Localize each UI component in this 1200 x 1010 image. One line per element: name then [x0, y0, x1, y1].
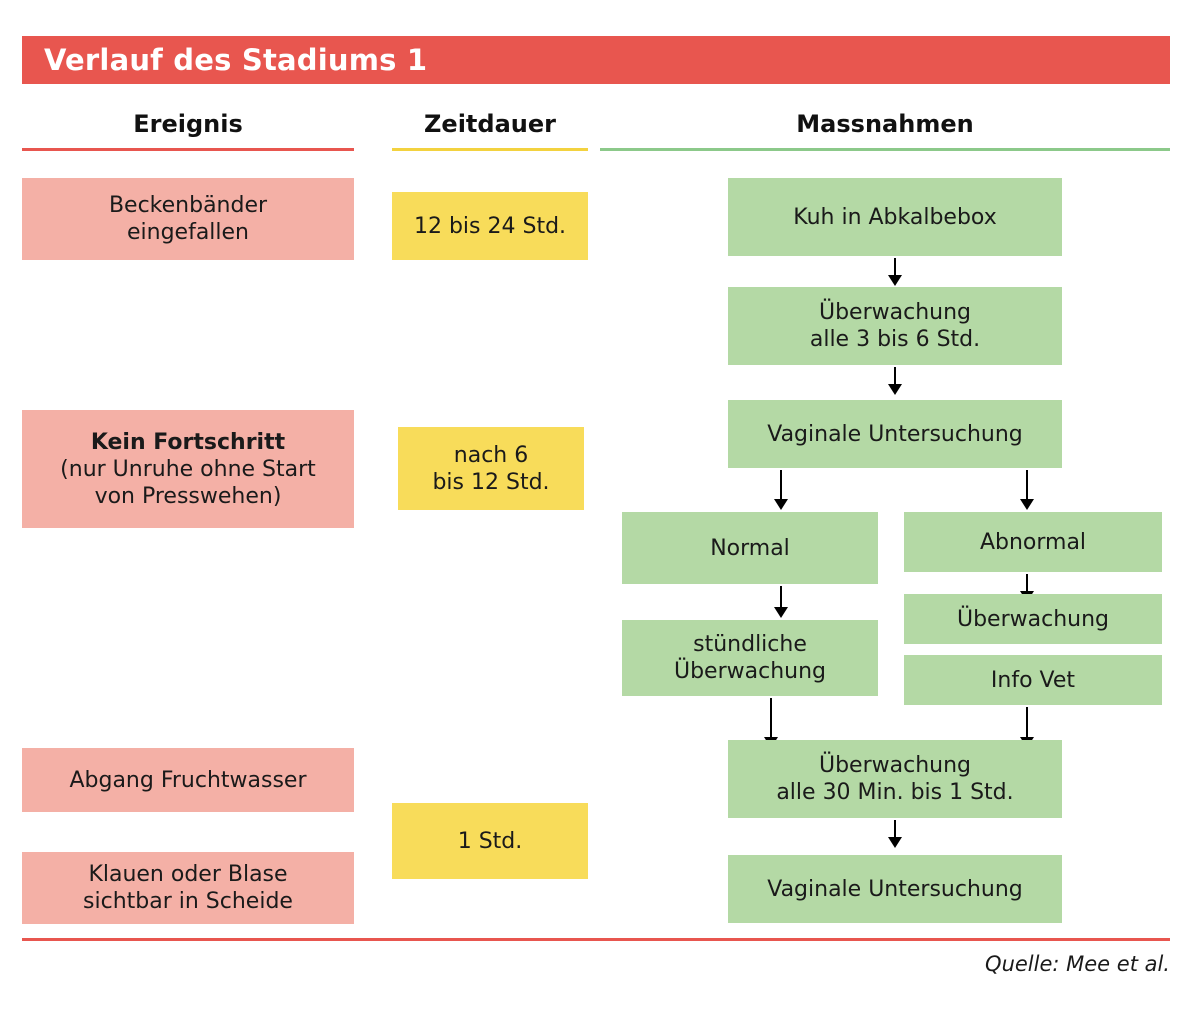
measure-normal-line1: Normal: [710, 535, 790, 561]
event-box-4: [22, 852, 354, 924]
page-title: Verlauf des Stadiums 1: [44, 43, 428, 77]
measure-stuendliche-line2: Überwachung: [673, 659, 826, 684]
measure-ueberwachung-3-6-line1: Überwachung: [818, 300, 971, 325]
arrow-normal-to-stuendliche: [780, 586, 782, 608]
duration-box-2-line1: nach 6: [453, 442, 529, 468]
arrow-infovet-to-ueberwachung-30: [1026, 707, 1028, 738]
event-box-1-line2: eingefallen: [126, 220, 250, 245]
duration-box-3-line1: 1 Std.: [457, 828, 523, 854]
event-box-4-line2: sichtbar in Scheide: [83, 889, 293, 914]
measure-vaginale-untersuchung-1-line1: Vaginale Untersuchung: [767, 421, 1023, 447]
measure-box-ueberwachung-3-6: [728, 287, 1062, 365]
measure-info-vet-line1: Info Vet: [990, 667, 1076, 693]
measure-vaginale-untersuchung-2-line1: Vaginale Untersuchung: [767, 876, 1023, 902]
measure-box-vaginale-untersuchung-2: [728, 855, 1062, 923]
measure-ueberwachung-30min-line1: Überwachung: [818, 753, 971, 778]
measure-ueberwachung-30min-line2: alle 30 Min. bis 1 Std.: [776, 780, 1014, 805]
event-box-3-line1: Abgang Fruchtwasser: [69, 767, 307, 793]
measure-box-stuendliche-ueberwachung: [622, 620, 878, 696]
duration-box-2-line2: bis 12 Std.: [432, 469, 550, 495]
measure-box-info-vet: [904, 655, 1162, 705]
event-box-2-line2: (nur Unruhe ohne Start: [60, 456, 316, 482]
arrow-abnormal-to-ueberwachung: [1026, 574, 1028, 592]
footer-rule: [22, 938, 1170, 941]
measure-box-ueberwachung-30min-1std: [728, 740, 1062, 818]
measure-abnormal-line1: Abnormal: [979, 529, 1087, 555]
source-note: Quelle: Mee et al.: [985, 952, 1170, 976]
measure-ueberwachung-3-6-line2: alle 3 bis 6 Std.: [809, 327, 981, 352]
measure-ueberwachung-line1: Überwachung: [956, 606, 1109, 632]
measure-kuh-abkalbebox-line1: Kuh in Abkalbebox: [793, 204, 997, 230]
event-box-3: [22, 748, 354, 812]
measure-box-normal: [622, 512, 878, 584]
arrow-ueberwachung-30-to-vaginal-2: [894, 820, 896, 838]
measure-box-vaginale-untersuchung-1: [728, 400, 1062, 468]
column-rule-duration: [392, 148, 588, 151]
arrow-ueberwachung-to-vaginal-1: [894, 367, 896, 385]
column-header-measures: Massnahmen: [796, 110, 974, 138]
event-box-2: [22, 410, 354, 528]
column-header-duration: Zeitdauer: [424, 110, 556, 138]
event-box-1: [22, 178, 354, 260]
duration-box-1: [392, 192, 588, 260]
column-rule-events: [22, 148, 354, 151]
measure-box-kuh-abkalbebox: [728, 178, 1062, 256]
column-header-events: Ereignis: [133, 110, 243, 138]
event-box-2-line3: von Presswehen): [94, 483, 282, 509]
duration-box-1-line1: 12 bis 24 Std.: [413, 213, 567, 239]
measure-stuendliche-line1: stündliche: [693, 632, 807, 657]
arrow-vaginal-1-to-abnormal: [1026, 470, 1028, 500]
duration-box-3: [392, 803, 588, 879]
measure-box-abnormal: [904, 512, 1162, 572]
event-box-4-line1: Klauen oder Blase: [88, 862, 288, 887]
arrow-kuh-to-ueberwachung: [894, 258, 896, 276]
duration-box-2: [398, 427, 584, 510]
arrow-vaginal-1-to-normal: [780, 470, 782, 500]
event-box-1-line1: Beckenbänder: [108, 193, 268, 218]
event-box-2-line1: Kein Fortschritt: [90, 429, 286, 455]
arrow-stuendliche-to-ueberwachung-30: [770, 698, 772, 738]
measure-box-ueberwachung: [904, 594, 1162, 644]
column-rule-measures: [600, 148, 1170, 151]
